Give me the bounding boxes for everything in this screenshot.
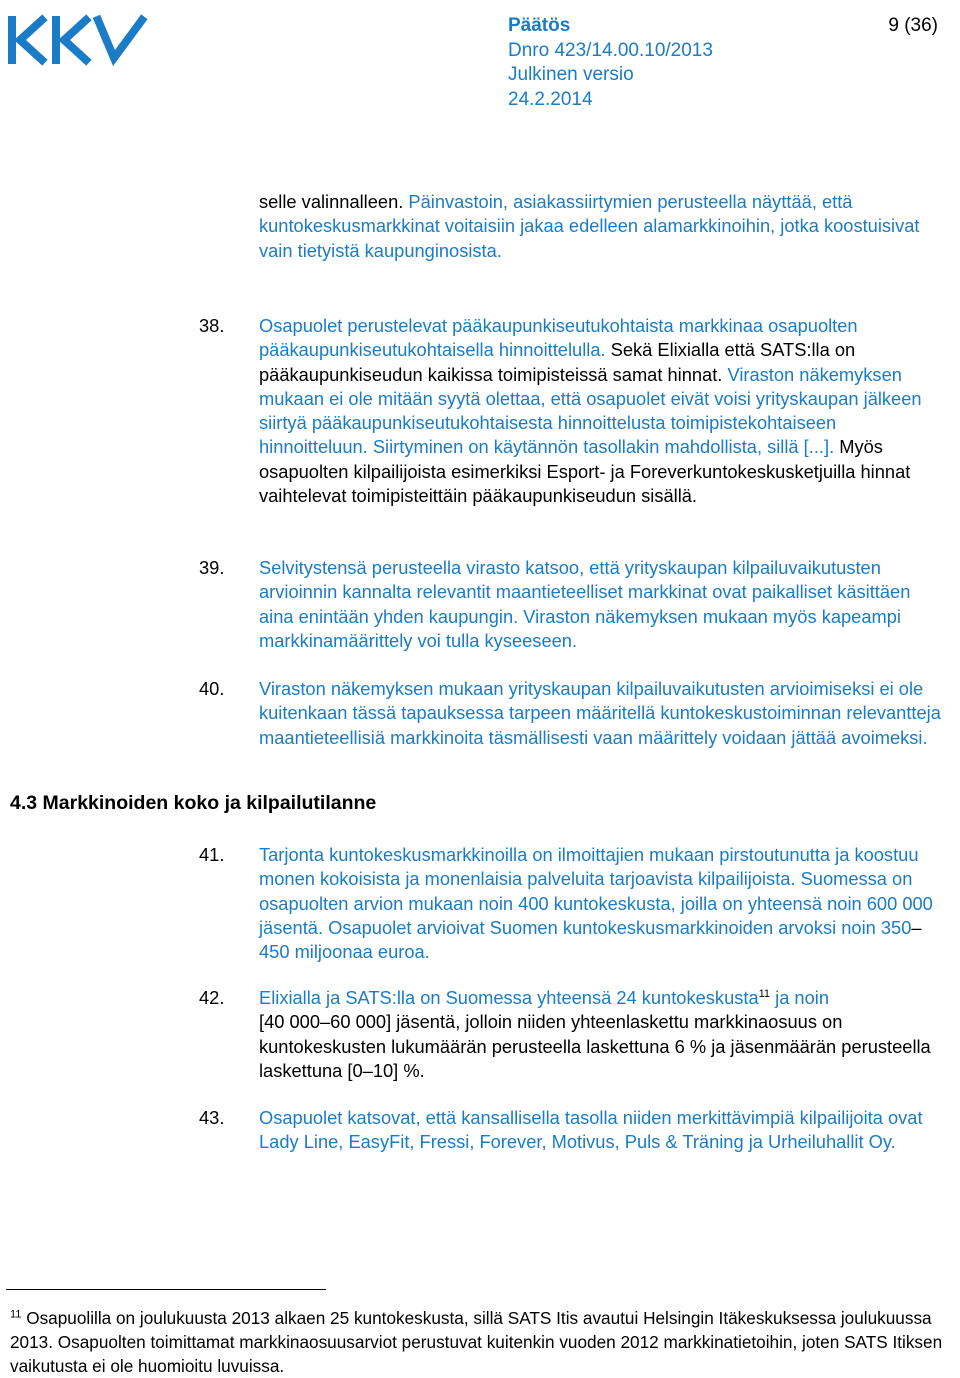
intro-paragraph (259, 190, 949, 263)
paragraph-text: 60 000] jäsentä, jolloin niiden yhteenlaskettu markkinaosuus on kuntokeskusten lukumäärän perusteella laskettuna 6 % ja jäsenmäärän perusteella laskettuna [0 (259, 1011, 931, 1081)
paragraph-text: Myös osapuolten kilpailijoista esimerkiksi Esport- ja Foreverkuntokeskusketjuilla hinnat vaihtelevat toimipisteittäin pääkaupunkiseudun sisällä. (259, 436, 911, 507)
intro-text-black: selle valinnalleen. (259, 191, 409, 212)
paragraph-number: 38. (199, 315, 225, 336)
range-dash: – (362, 1059, 373, 1081)
paragraph-text: Selvitystensä perusteella virasto katsoo, että yrityskaupan kilpailuvaikutusten arvioinnin kannalta relevantit maantieteelliset markkinat ovat paikalliset käsittäen aina enintään yhden kaupungin. (259, 557, 911, 627)
footnote (10, 1306, 950, 1378)
paragraph-text: Osapuolet katsovat, että kansallisella tasolla niiden merkittävimpiä kilpailijoita ovat Lady Line, EasyFit, Fressi, Forever, Motivus, Puls & Träning ja Urheiluhallit Oy. (259, 1107, 923, 1153)
page-header (508, 14, 938, 112)
paragraph-number: 39. (199, 557, 225, 578)
paragraph-text: [40 000 (259, 1011, 320, 1033)
paragraph-text: Viraston näkemyksen mukaan yrityskaupan kilpailuvaikutusten arvioimiseksi ei ole kuitenkaan tässä tapauksessa tarpeen määritellä kuntokeskustoiminnan relevantteja maantieteellisiä markkinoita täsmällisesti vaan määrittely voidaan jättää avoimeksi. (259, 678, 941, 748)
footnote-divider (6, 1289, 326, 1290)
footnote-text: Osapuolilla on joulukuusta 2013 alkaen 25 kuntokeskusta, sillä SATS Itis avautui Helsingin Itäkeskuksessa joulukuussa 2013. Osapuolten toimittamat markkinaosuusarviot perustuvat kuitenkin vuoden 2012 markkinatietoihin, joten SATS Itiksen vaikutusta ei ole huomioitu luvuissa. (10, 1308, 943, 1376)
range-dash: – (911, 916, 922, 938)
range-dash: – (320, 1011, 331, 1033)
paragraph-text: ja noin (770, 987, 829, 1008)
footnote-number: 11 (10, 1308, 22, 1321)
paragraph-text: Viraston näkemyksen mukaan ei ole mitään syytä olettaa, että osapuolet eivät voisi yrityskaupan jälkeen siirtyä pääkaupunkiseutukohtaisesta hinnoittelusta toimipistekohtaiseen hinnoitteluun. Siirtyminen on käytännön tasollakin mahdollista, sillä [...]. (259, 363, 922, 458)
section-heading: 4.3 Markkinoiden koko ja kilpailutilanne (10, 792, 377, 814)
page-number: 9 (36) (888, 15, 938, 36)
paragraph-text: Sekä Elixialla että SATS:lla on pääkaupunkiseudun kaikissa toimipisteissä samat hinnat. (259, 339, 856, 385)
doc-type: Päätös (508, 15, 571, 36)
paragraph-number: 43. (199, 1107, 225, 1128)
paragraph-number: 40. (199, 678, 225, 699)
paragraph-text: Elixialla ja SATS:lla on Suomessa yhteensä 24 kuntokeskusta (259, 987, 759, 1008)
document-date: 24.2.2014 (508, 88, 593, 110)
paragraph-text: Osapuolet perustelevat pääkaupunkiseutukohtaista markkinaa osapuolten pääkaupunkiseutukohtaisella hinnoittelulla. (259, 315, 858, 361)
version-label: Julkinen versio (508, 64, 634, 85)
paragraph-number: 41. (199, 844, 225, 865)
footnote-reference[interactable]: 11 (758, 987, 771, 1000)
paragraph-40 (199, 677, 949, 750)
paragraph-text: Viraston näkemyksen mukaan myös kapeampi markkinamäärittely voi tulla kyseeseen. (259, 605, 901, 651)
paragraph-41 (199, 843, 949, 964)
paragraph-39 (199, 556, 949, 653)
paragraph-text: 10] %. (372, 1059, 425, 1081)
paragraph-text: Tarjonta kuntokeskusmarkkinoilla on ilmoittajien mukaan pirstoutunutta ja koostuu monen kokoisista ja monenlaisia palveluita tarjoavista kilpailijoista. Suomessa on osapuolten arvion mukaan noin 400 kuntokeskusta, joilla on yhteensä noin 600 000 jäsentä. Osapuolet arvioivat Suomen kuntokeskusmarkkinoiden arvoksi noin 350 (259, 844, 933, 938)
case-number: Dnro 423/14.00.10/2013 (508, 39, 713, 61)
paragraph-38 (199, 314, 949, 508)
paragraph-number: 42. (199, 987, 225, 1008)
paragraph-43 (199, 1106, 949, 1155)
kkv-logo (6, 10, 148, 68)
paragraph-text: 450 miljoonaa euroa. (259, 941, 430, 963)
intro-text-blue: Päinvastoin, asiakassiirtymien perusteella näyttää, että kuntokeskusmarkkinat voitaisiin jakaa edelleen alamarkkinoihin, jotka koostuisivat vain tietyistä kaupunginosista. (259, 191, 920, 261)
paragraph-42 (199, 986, 949, 1083)
